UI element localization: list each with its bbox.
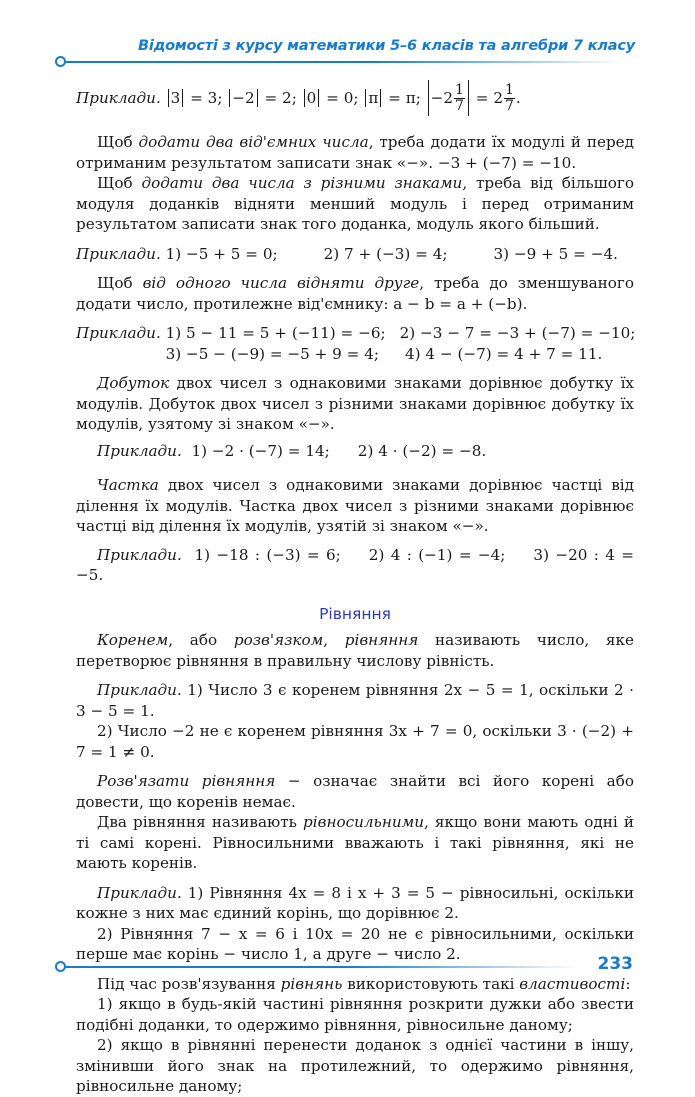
rule-negative-addition: Щоб додати два від'ємних числа, треба додати їх модулі й перед отриманим результатом записати знак «−». −3 + (−7) = −10.	[76, 133, 634, 172]
examples-label: Приклади.	[97, 883, 182, 902]
example: 1) 5 − 11 = 5 + (−11) = −6;	[165, 324, 386, 342]
header-rule-circle-icon	[55, 56, 66, 67]
header-rule	[64, 61, 624, 63]
example: 2) 4 : (−1) = −4;	[368, 545, 506, 564]
equivalent-example-2: 2) Рівняння 7 − x = 6 і 10x = 20 не є рівносильними, оскільки перше має корінь − число 1, а друге − число 2.	[76, 924, 634, 963]
example: 2) 7 + (−3) = 4;	[323, 244, 448, 263]
example: 4) 4 − (−7) = 4 + 7 = 11.	[405, 344, 603, 363]
root-example-1: Приклади. 1) Число 3 є коренем рівняння 2x − 5 = 1, оскільки 2 · 3 − 5 = 1.	[76, 681, 634, 720]
rule-product: Добуток двох чисел з однаковими знаками дорівнює добутку їх модулів. Добуток двох чисел з різними знаками дорівнює добутку їх модулів, узятому зі знаком «−».	[76, 374, 634, 433]
rule-quotient: Частка двох чисел з однаковими знаками дорівнює частці від ділення їх модулів. Частка двох чисел з різними знаками дорівнює частці від ділення їх модулів, узятій зі знаком «−».	[76, 476, 634, 535]
page-number: 233	[597, 954, 633, 974]
quotient-examples	[76, 545, 634, 586]
examples-label: Приклади.	[76, 244, 161, 263]
example: 3) −20 : 4 = −5.	[76, 545, 634, 584]
example: 3) −5 − (−9) = −5 + 9 = 4;	[165, 344, 380, 363]
rule-subtraction: Щоб від одного числа відняти друге, треба до зменшуваного додати число, протилежне від'ємнику: a − b = a + (−b).	[76, 274, 634, 313]
properties-intro: Під час розв'язування рівнянь використовують такі властивості:	[97, 974, 631, 993]
example: 1) −18 : (−3) = 6;	[194, 545, 341, 564]
abs-value: 0	[306, 88, 317, 107]
footer-rule-circle-icon	[55, 961, 66, 972]
examples-label: Приклади.	[97, 545, 182, 564]
property-2: 2) якщо в рівнянні перенести доданок з однієї частини в іншу, змінивши його знак на протилежний, то одержимо рівняння, рівносильне даному;	[76, 1036, 634, 1095]
mixed-eq: = 2	[475, 88, 503, 107]
abs-result: = 0;	[326, 88, 359, 107]
absolute-value-examples: Приклади. 3 = 3; −2 = 2; 0 = 0; π = π; −2 $\frac{1}{7}$ = 2 $\frac{1}{7}$ .	[76, 78, 634, 118]
examples-label: Приклади.	[76, 324, 161, 342]
abs-value: −2	[232, 88, 255, 107]
abs-value: 3	[170, 88, 181, 107]
rule-mixed-sign-addition: Щоб додати два числа з різними знаками, треба від більшого модуля доданків відняти менший модуль і перед отриманим результатом записати знак того доданка, модуль якого більший.	[76, 174, 634, 233]
root-example-2: 2) Число −2 не є коренем рівняння 3x + 7 = 0, оскільки 3 · (−2) + 7 = 1 ≠ 0.	[76, 722, 634, 761]
mixed-whole: −2	[430, 88, 454, 107]
running-header: Відомості з курсу математики 5–6 класів та алгебри 7 класу	[138, 38, 635, 54]
fraction: $\frac{1}{7}$	[505, 81, 514, 114]
footer-rule	[64, 966, 579, 968]
abs-result: = 3;	[190, 88, 223, 107]
property-1: 1) якщо в будь-якій частині рівняння розкрити дужки або звести подібні доданки, то одержимо рівняння, рівносильне даному;	[76, 995, 634, 1034]
example: 2) −3 − 7 = −3 + (−7) = −10;	[399, 324, 636, 342]
example: 1) −5 + 5 = 0;	[165, 244, 278, 263]
abs-result: = π;	[388, 88, 421, 107]
equivalent-example-1: Приклади. 1) Рівняння 4x = 8 і x + 3 = 5 − рівносильні, оскільки кожне з них має єдиний корінь, що дорівнює 2.	[76, 883, 634, 922]
examples-label: Приклади.	[97, 681, 182, 699]
section-title: Рівняння	[319, 604, 391, 623]
definition-equivalent: Два рівняння називають рівносильними, якщо вони мають одні й ті самі корені. Рівносильними вважають і такі рівняння, які не мають коренів.	[76, 813, 634, 872]
example: 3) −9 + 5 = −4.	[493, 244, 618, 263]
definition-solve: Розв'язати рівняння − означає знайти всі його корені або довести, що коренів немає.	[76, 772, 635, 811]
examples-label: Приклади.	[97, 441, 182, 460]
abs-result: = 2;	[264, 88, 297, 107]
example: 2) 4 · (−2) = −8.	[357, 441, 487, 460]
subtraction-examples	[76, 323, 634, 364]
definition-root: Коренем, або розв'язком, рівняння називають число, яке перетворює рівняння в правильну числову рівність.	[76, 631, 634, 670]
abs-value: π	[368, 88, 379, 107]
example: 1) −2 · (−7) = 14;	[191, 441, 330, 460]
addition-examples	[76, 244, 634, 265]
fraction: $\frac{1}{7}$	[455, 81, 464, 114]
examples-label: Приклади.	[76, 88, 161, 107]
page-content	[76, 78, 634, 1097]
product-examples	[76, 441, 634, 462]
